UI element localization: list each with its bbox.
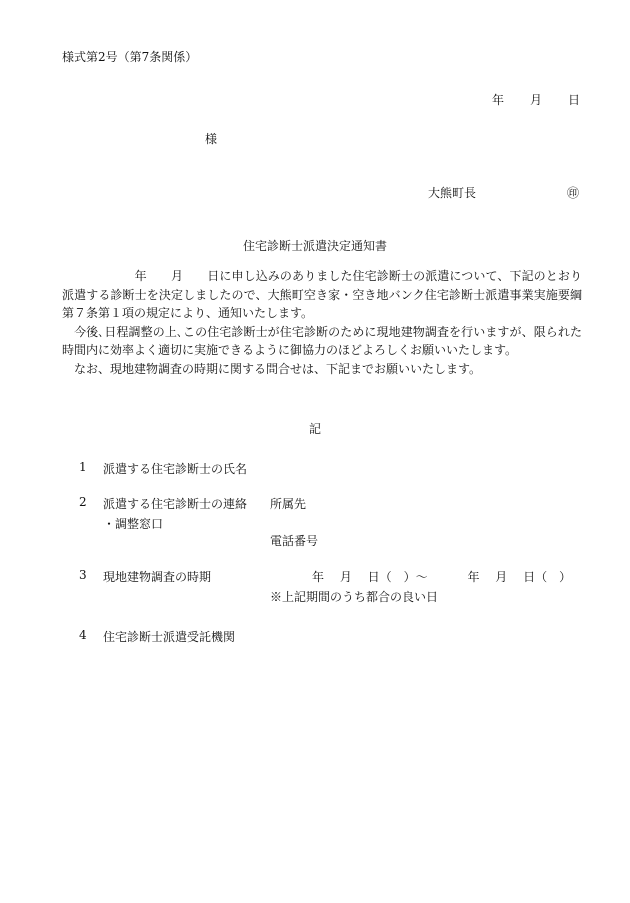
item-3-note: ※上記期間のうち都合の良い日 (270, 590, 439, 604)
item-2-label-continued: ・調整窓口 (103, 517, 164, 531)
date-line (492, 91, 580, 108)
document-title: 住宅診断士派遣決定通知書 (242, 239, 387, 253)
item-1-label: 派遣する住宅診断士の氏名 (103, 462, 248, 476)
date-day: 日 (568, 93, 581, 107)
date-year: 年 (492, 93, 505, 107)
record-heading: 記 (308, 422, 321, 436)
addressee-suffix: 様 (205, 132, 218, 146)
item-3-number: 3 (79, 568, 87, 582)
form-number: 様式第2号（第7条関係） (62, 50, 198, 64)
body-paragraph-3: なお、現地建物調査の時期に関する問合せは、下記までお願いいたします。 (62, 361, 482, 376)
sender-name: 大熊町長 (428, 186, 477, 200)
body-paragraph-1: 年 月 日に申し込みのありました住宅診断士の派遣について、下記のとおり派遣する診断士を決定しましたので、大熊町空き家・空き地バンク住宅診断士派遣事業実施要綱第７条第１項の規定により、通知いたします。 (62, 269, 582, 320)
date-month: 月 (530, 93, 543, 107)
body-text (62, 267, 582, 378)
item-2-affiliation-field: 所属先 (270, 497, 307, 511)
body-paragraph-2: 今後､日程調整の上､この住宅診断士が住宅診断のために現地建物調査を行いますが、限られた時間内に効率よく適切に実施できるように御協力のほどよろしくお願いいたします。 (62, 324, 582, 357)
seal-mark: ㊞ (567, 186, 580, 200)
item-3-period: 年 月 日（ ）～ 年 月 日（ ） (312, 570, 572, 584)
item-2-phone-field: 電話番号 (270, 534, 319, 548)
item-2-number: 2 (79, 495, 87, 509)
item-3-label: 現地建物調査の時期 (103, 570, 212, 584)
item-4-label: 住宅診断士派遣受託機関 (103, 630, 236, 644)
item-4-number: 4 (79, 628, 87, 642)
item-2-label: 派遣する住宅診断士の連絡 (103, 497, 248, 511)
item-1-number: 1 (79, 460, 87, 474)
